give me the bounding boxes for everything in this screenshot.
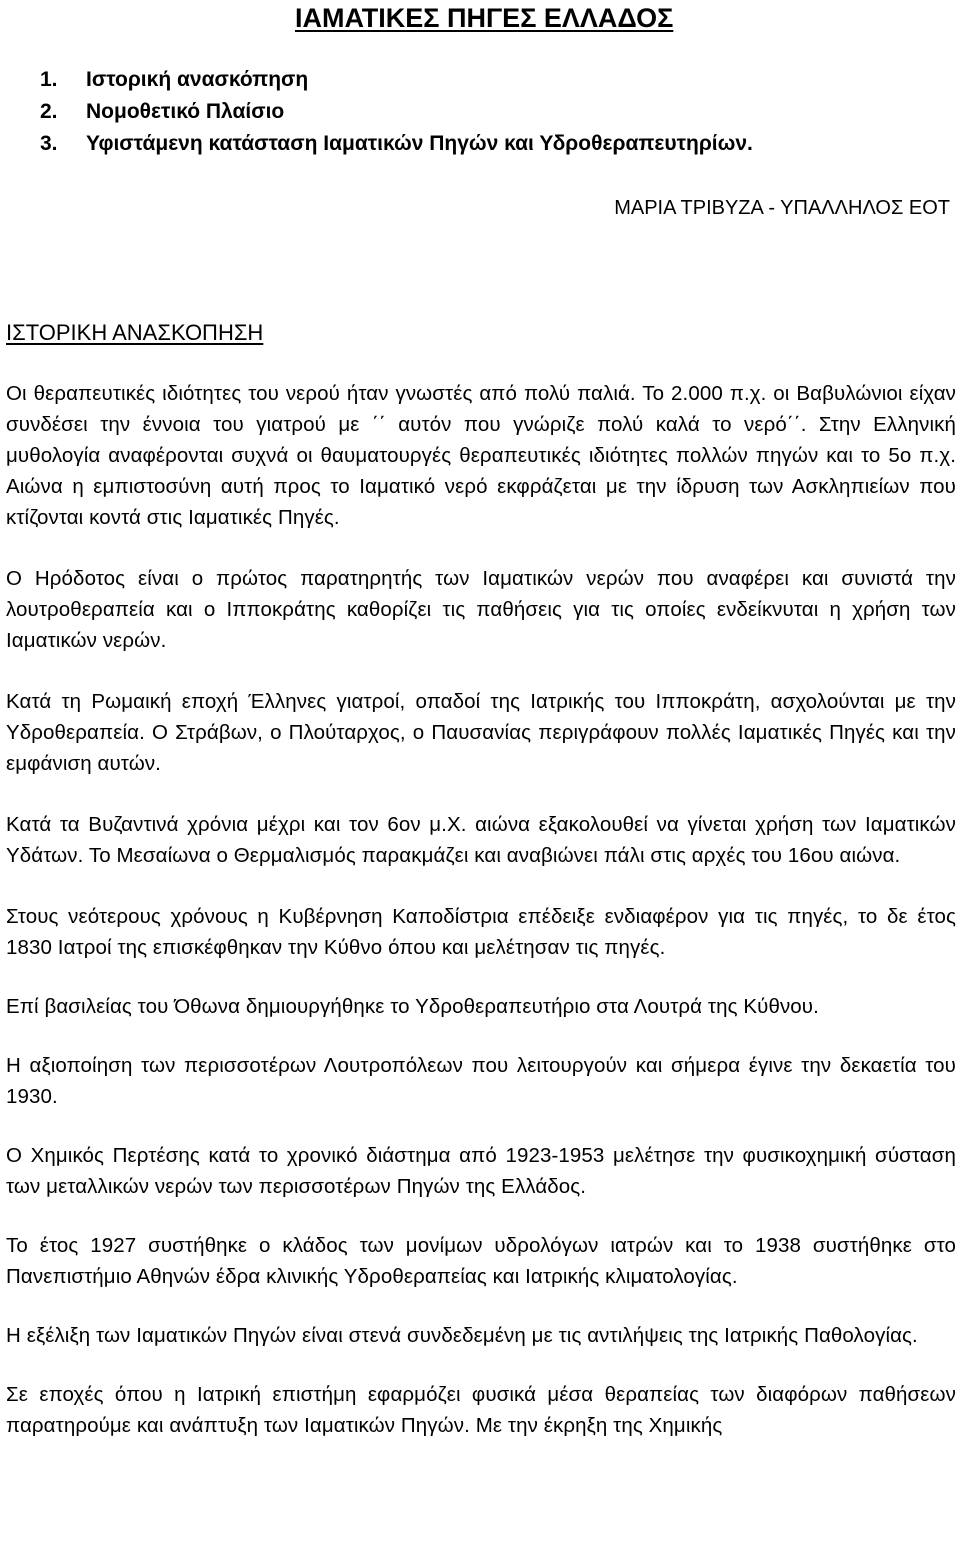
toc-item-number: 2. — [40, 100, 58, 123]
paragraph: Ο Χημικός Περτέσης κατά το χρονικό διάστημα από 1923-1953 μελέτησε την φυσικοχημική σύσταση των μεταλλικών νερών των περισσοτέρων Πηγών της Ελλάδος. — [6, 1144, 956, 1198]
document-title: ΙΑΜΑΤΙΚΕΣ ΠΗΓΕΣ ΕΛΛΑΔΟΣ — [295, 3, 674, 33]
toc-item — [40, 128, 753, 160]
paragraph: Το έτος 1927 συστήθηκε ο κλάδος των μονίμων υδρολόγων ιατρών και το 1938 συστήθηκε στο Πανεπιστήμιο Αθηνών έδρα κλινικής Υδροθεραπείας και Ιατρικής κλιματολογίας. — [6, 1234, 956, 1288]
paragraph: Ο Ηρόδοτος είναι ο πρώτος παρατηρητής των Ιαματικών νερών που αναφέρει και συνιστά την λουτροθεραπεία και ο Ιπποκράτης καθορίζει τις παθήσεις για τις οποίες ενδείκνυται η χρήση των Ιαματικών νερών. — [6, 567, 956, 652]
table-of-contents — [40, 64, 753, 160]
paragraph: Επί βασιλείας του Όθωνα δημιουργήθηκε το Υδροθεραπευτήριο στα Λουτρά της Κύθνου. — [6, 995, 819, 1018]
paragraph: Η αξιοποίηση των περισσοτέρων Λουτροπόλεων που λειτουργούν και σήμερα έγινε την δεκαετία του 1930. — [6, 1054, 956, 1108]
section-heading: ΙΣΤΟΡΙΚΗ ΑΝΑΣΚΟΠΗΣΗ — [6, 320, 264, 345]
body-text — [6, 378, 956, 1471]
toc-item-label: Νομοθετικό Πλαίσιο — [86, 100, 285, 123]
toc-item-label: Υφιστάμενη κατάσταση Ιαματικών Πηγών και Υδροθεραπευτηρίων. — [86, 132, 753, 155]
paragraph: Στους νεότερους χρόνους η Κυβέρνηση Καποδίστρια επέδειξε ενδιαφέρον για τις πηγές, το δε έτος 1830 Ιατροί της επισκέφθηκαν την Κύθνο όπου και μελέτησαν τις πηγές. — [6, 905, 956, 959]
toc-item — [40, 64, 753, 96]
toc-item-label: Ιστορική ανασκόπηση — [86, 68, 309, 91]
paragraph: Κατά τα Βυζαντινά χρόνια μέχρι και τον 6ον μ.Χ. αιώνα εξακολουθεί να γίνεται χρήση των Ιαματικών Υδάτων. Το Μεσαίωνα ο Θερμαλισμός παρακμάζει και αναβιώνει πάλι στις αρχές του 16ου αιώνα. — [6, 813, 956, 867]
toc-item-number: 3. — [40, 132, 58, 155]
paragraph: Οι θεραπευτικές ιδιότητες του νερού ήταν γνωστές από πολύ παλιά. Το 2.000 π.χ. οι Βαβυλώνιοι είχαν συνδέσει την έννοια του γιατρού με ΄΄ αυτόν που γνώριζε πολύ καλά το νερό΄΄. Στην Ελληνική μυθολογία αναφέρονται συχνά οι θαυματουργές θεραπευτικές ιδιότητες πολλών πηγών και το 5ο π.χ. Αιώνα η εμπιστοσύνη αυτή προς το Ιαματικό νερό εκφράζεται με την ίδρυση των Ασκληπιείων που κτίζονται κοντά στις Ιαματικές Πηγές. — [6, 382, 956, 529]
author-line: ΜΑΡΙΑ ΤΡΙΒΥΖΑ - ΥΠΑΛΛΗΛΟΣ ΕΟΤ — [614, 197, 950, 219]
paragraph: Κατά τη Ρωμαική εποχή Έλληνες γιατροί, οπαδοί της Ιατρικής του Ιπποκράτη, ασχολούνται με την Υδροθεραπεία. Ο Στράβων, ο Πλούταρχος, ο Παυσανίας περιγράφουν πολλές Ιαματικές Πηγές και την εμφάνιση αυτών. — [6, 690, 956, 775]
toc-item — [40, 96, 753, 128]
paragraph: Η εξέλιξη των Ιαματικών Πηγών είναι στενά συνδεδεμένη με τις αντιλήψεις της Ιατρικής Παθολογίας. — [6, 1324, 918, 1347]
toc-item-number: 1. — [40, 68, 58, 91]
paragraph: Σε εποχές όπου η Ιατρική επιστήμη εφαρμόζει φυσικά μέσα θεραπείας των διαφόρων παθήσεων παρατηρούμε και ανάπτυξη των Ιαματικών Πηγών. Με την έκρηξη της Χημικής — [6, 1383, 956, 1437]
